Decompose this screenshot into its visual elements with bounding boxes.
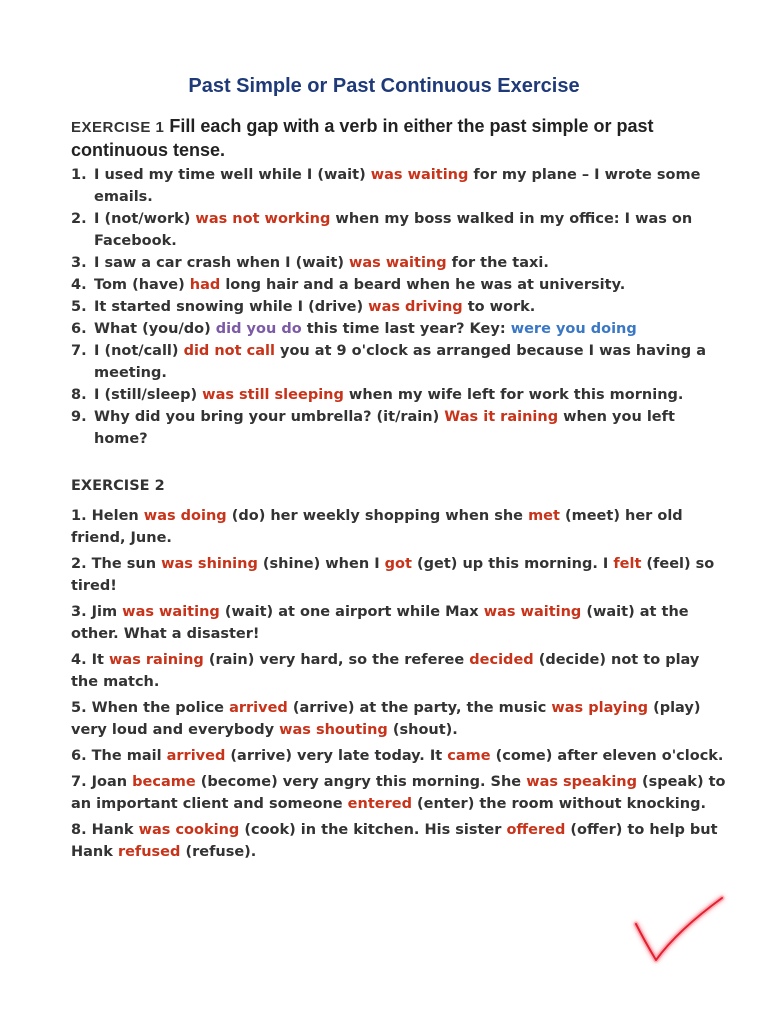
sentence-text: It started snowing while I (drive): [94, 299, 369, 315]
exercise-1-item: [71, 252, 731, 274]
answer-text: was waiting: [122, 604, 220, 620]
sentence-text: (become) very angry this morning. She: [195, 774, 527, 790]
answer-text: was cooking: [138, 822, 240, 838]
sentence-text: (play) very loud and everybody: [71, 700, 701, 738]
item-number: 4.: [71, 277, 87, 293]
exercise-2-label: EXERCISE 2: [71, 478, 165, 494]
item-number: 8.: [71, 387, 87, 403]
answer-text: was waiting: [370, 167, 469, 183]
answer-text: refused: [117, 844, 181, 860]
answer-text: decided: [469, 652, 534, 668]
item-number: 1.: [71, 167, 87, 183]
answer-text: was still sleeping: [202, 387, 344, 403]
answer-text: got: [384, 556, 412, 572]
exercise-2-item: [71, 505, 731, 549]
sentence-text: (come) after eleven o'clock.: [490, 748, 724, 764]
sentence-text: 7. Joan: [71, 774, 133, 790]
sentence-text: Why did you bring your umbrella? (it/rain): [94, 409, 445, 425]
sentence-text: 2. The sun: [71, 556, 162, 572]
sentence-text: (offer) to help but Hank: [71, 822, 718, 860]
exercise-1-label: EXERCISE 1: [71, 119, 165, 136]
answer-text: was driving: [368, 299, 463, 315]
item-number: 9.: [71, 409, 87, 425]
sentence-text: for the taxi.: [446, 255, 549, 271]
sentence-text: (feel) so tired!: [71, 556, 715, 594]
answer-text: was waiting: [483, 604, 582, 620]
exercise-1-item: [71, 384, 731, 406]
exercise-2-list: [71, 505, 731, 867]
sentence-text: 4. It: [71, 652, 110, 668]
answer-text: Was it raining: [444, 409, 559, 425]
sentence-text: What (you/do): [94, 321, 216, 337]
sentence-text: 5. When the police: [71, 700, 230, 716]
sentence-text: you at 9 o'clock as arranged because I was having a meeting.: [94, 343, 706, 381]
answer-text: was doing: [143, 508, 227, 524]
sentence-text: (refuse).: [180, 844, 257, 860]
sentence-text: to work.: [462, 299, 536, 315]
answer-text: arrived: [229, 700, 288, 716]
exercise-2-item: [71, 745, 731, 767]
answer-text: was playing: [551, 700, 649, 716]
sentence-text: I used my time well while I (wait): [94, 167, 371, 183]
sentence-text: (meet) her old friend, June.: [71, 508, 683, 546]
page-title: Past Simple or Past Continuous Exercise: [188, 75, 580, 97]
answer-text: did you do: [215, 321, 302, 337]
sentence-text: I (still/sleep): [94, 387, 203, 403]
sentence-text: when my wife left for work this morning.: [343, 387, 684, 403]
answer-text: was shining: [161, 556, 258, 572]
item-number: 7.: [71, 343, 87, 359]
exercise-1-item: [71, 164, 731, 208]
sentence-text: 3. Jim: [71, 604, 123, 620]
sentence-text: for my plane – I wrote some emails.: [94, 167, 701, 205]
answer-text: met: [528, 508, 560, 524]
answer-text: was raining: [109, 652, 204, 668]
sentence-text: (wait) at the other. What a disaster!: [71, 604, 689, 642]
answer-text: did not call: [183, 343, 275, 359]
exercise-1-item: [71, 340, 731, 384]
item-number: 6.: [71, 321, 87, 337]
sentence-text: when you left home?: [94, 409, 675, 447]
sentence-text: I (not/call): [94, 343, 184, 359]
exercise-1-item: [71, 208, 731, 252]
answer-text: was shouting: [279, 722, 388, 738]
exercise-1-item: [71, 274, 731, 296]
exercise-2-item: [71, 771, 731, 815]
answer-text: was not working: [195, 211, 331, 227]
sentence-text: I (not/work): [94, 211, 196, 227]
answer-text: felt: [613, 556, 642, 572]
sentence-text: this time last year? Key:: [301, 321, 511, 337]
exercise-2-item: [71, 649, 731, 693]
sentence-text: (decide) not to play the match.: [71, 652, 700, 690]
answer-text: had: [189, 277, 221, 293]
answer-text: was speaking: [526, 774, 637, 790]
exercise-2-item: [71, 601, 731, 645]
exercise-2-item: [71, 819, 731, 863]
sentence-text: (cook) in the kitchen. His sister: [239, 822, 507, 838]
sentence-text: long hair and a beard when he was at university.: [220, 277, 626, 293]
sentence-text: (rain) very hard, so the referee: [203, 652, 470, 668]
sentence-text: (get) up this morning. I: [411, 556, 614, 572]
answer-text: was waiting: [349, 255, 447, 271]
sentence-text: (shout).: [387, 722, 458, 738]
sentence-text: (speak) to an important client and someone: [71, 774, 726, 812]
red-checkmark-icon: [630, 890, 730, 970]
exercise-1-instruction: Fill each gap with a verb in either the past simple or past continuous tense.: [71, 116, 654, 160]
item-number: 5.: [71, 299, 87, 315]
answer-text: became: [132, 774, 196, 790]
item-number: 3.: [71, 255, 87, 271]
sentence-text: (shine) when I: [257, 556, 385, 572]
sentence-text: (do) her weekly shopping when she: [226, 508, 529, 524]
answer-text: were you doing: [510, 321, 637, 337]
item-number: 2.: [71, 211, 87, 227]
exercise-1-list: [71, 164, 731, 450]
sentence-text: (arrive) at the party, the music: [287, 700, 552, 716]
exercise-1-item: [71, 318, 731, 340]
exercise-1-item: [71, 406, 731, 450]
sentence-text: 8. Hank: [71, 822, 139, 838]
sentence-text: (wait) at one airport while Max: [219, 604, 484, 620]
sentence-text: 1. Helen: [71, 508, 144, 524]
exercise-1-item: [71, 296, 731, 318]
answer-text: came: [447, 748, 491, 764]
answer-text: offered: [506, 822, 566, 838]
sentence-text: I saw a car crash when I (wait): [94, 255, 349, 271]
sentence-text: when my boss walked in my office: I was on Facebook.: [94, 211, 693, 249]
answer-text: arrived: [166, 748, 226, 764]
exercise-2-item: [71, 553, 731, 597]
sentence-text: 6. The mail: [71, 748, 167, 764]
exercise-1-heading: [71, 115, 731, 161]
sentence-text: Tom (have): [94, 277, 190, 293]
sentence-text: (arrive) very late today. It: [225, 748, 448, 764]
answer-text: entered: [347, 796, 412, 812]
exercise-2-item: [71, 697, 731, 741]
sentence-text: (enter) the room without knocking.: [411, 796, 706, 812]
